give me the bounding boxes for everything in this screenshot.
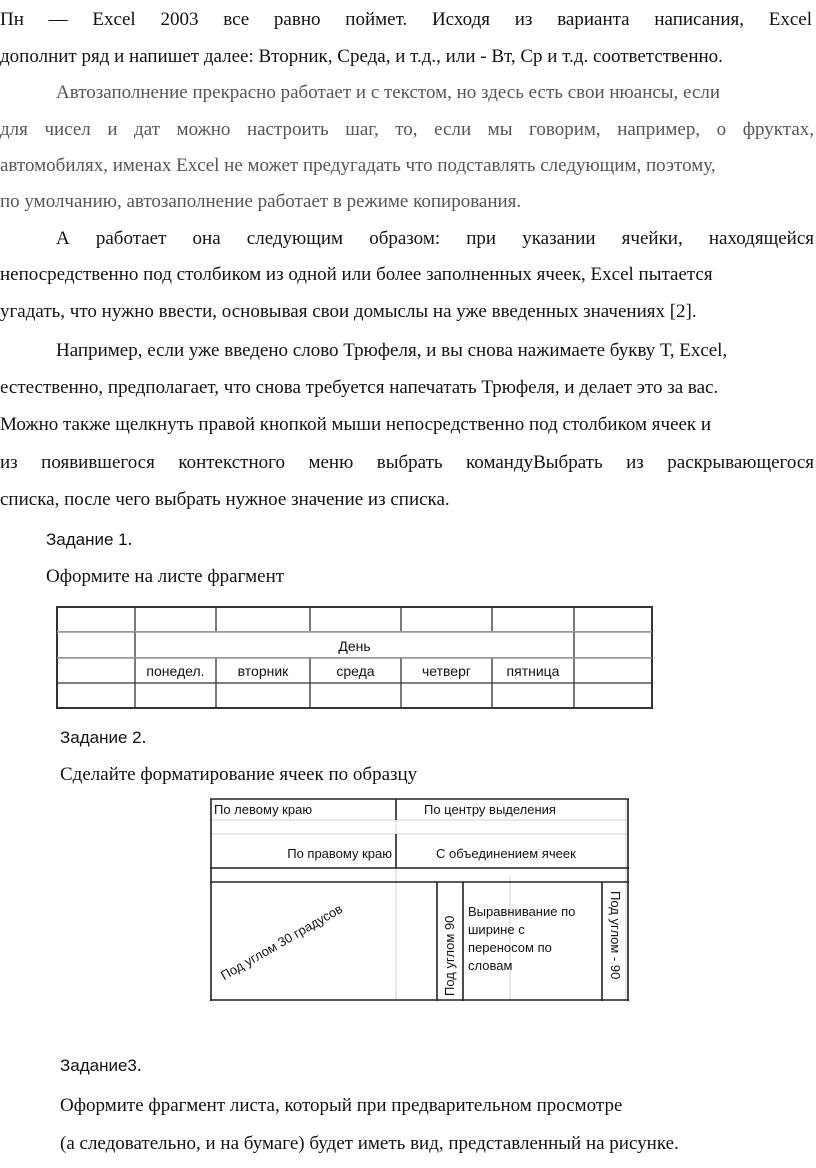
cell-merge-cells: С объединением ячеек [436,846,576,861]
task-3-heading-dot: . [136,1055,142,1076]
cell-justify-line-2: ширине с [468,922,525,937]
paragraph-4-line-1: Например, если уже введено слово Трюфеля, и вы снова нажимаете букву Т, Excel, [56,340,728,361]
cell-angle-90: Под углом 90 [442,915,457,996]
paragraph-2-line-2: для чисел и дат можно настроить шаг, то, если мы говорим, например, о фруктах, [0,119,814,140]
task-3-line-1: Оформите фрагмент листа, который при предварительном просмотре [60,1095,623,1116]
paragraph-3-line-3: угадать, что нужно ввести, основывая свои домыслы на уже введенных значениях [2]. [0,301,697,322]
task-1-table-grid [56,606,653,709]
table-header-day: День [338,638,371,654]
paragraph-2-line-3: автомобилях, именах Excel не может предугадать что подставлять следующим, поэтому, [0,155,716,176]
table-cell-day-4: четверг [422,663,471,679]
table-cell-day-2: вторник [237,663,289,679]
paragraph-2-line-4: по умолчанию, автозаполнение работает в режиме копирования. [0,191,522,212]
task-3-heading [60,1056,816,1076]
cell-justify-line-3: переносом по [468,940,552,955]
table-cell-day-5: пятница [506,663,560,679]
task-2-heading [60,728,816,748]
task-1-instruction: Оформите на листе фрагмент [46,566,285,587]
task-1-heading-text: Задание 1 [46,530,128,549]
paragraph-1-line-1: Пн — Excel 2003 все равно поймет. Исходя из варианта написания, Excel [0,9,812,30]
task-2-heading-text: Задание 2 [60,728,142,747]
task-3-line-2: (а следовательно, и на бумаге) будет иметь вид, представленный на рисунке. [60,1133,679,1154]
cell-angle-30: Под углом 30 градусов [218,901,345,983]
paragraph-4-line-4: из появившегося контекстного меню выбрать командуВыбрать из раскрывающегося [0,452,814,473]
paragraph-4-line-5: списка, после чего выбрать нужное значение из списка. [0,489,450,510]
paragraph-4-line-2: естественно, предполагает, что снова требуется напечатать Трюфеля, и делает это за вас. [0,377,719,398]
cell-angle-minus-90: Под углом - 90 [608,891,623,980]
cell-center-selection: По центру выделения [424,802,556,817]
paragraph-1-line-2: дополнит ряд и напишет далее: Вторник, Среда, и т.д., или - Вт, Ср и т.д. соответственно. [0,46,723,67]
paragraph-4-line-3: Можно также щелкнуть правой кнопкой мыши непосредственно под столбиком ячеек и [0,414,712,435]
table-cell-day-3: среда [336,663,375,679]
task-1-heading-dot: . [127,529,133,550]
cell-justify-line-4: словам [468,958,513,973]
task-3-heading-text: Задание3 [60,1056,137,1075]
paragraph-3-line-2: непосредственно под столбиком из одной или более заполненных ячеек, Excel пытается [0,264,713,285]
cell-right-align: По правому краю [287,846,392,861]
paragraph-3-line-1: А работает она следующим образом: при указании ячейки, находящейся [56,228,814,249]
task-1-table [56,606,653,709]
cell-justify-line-1: Выравнивание по [468,904,576,919]
task-2-heading-dot: . [141,727,147,748]
task-2-table [210,798,629,1001]
table-cell-day-1: понедел. [146,663,205,679]
task-2-instruction: Сделайте форматирование ячеек по образцу [60,764,418,785]
task-2-table-grid [210,798,629,1001]
paragraph-2-line-1: Автозаполнение прекрасно работает и с текстом, но здесь есть свои нюансы, если [56,82,721,103]
task-1-heading [46,530,816,550]
cell-left-align: По левому краю [214,802,313,817]
